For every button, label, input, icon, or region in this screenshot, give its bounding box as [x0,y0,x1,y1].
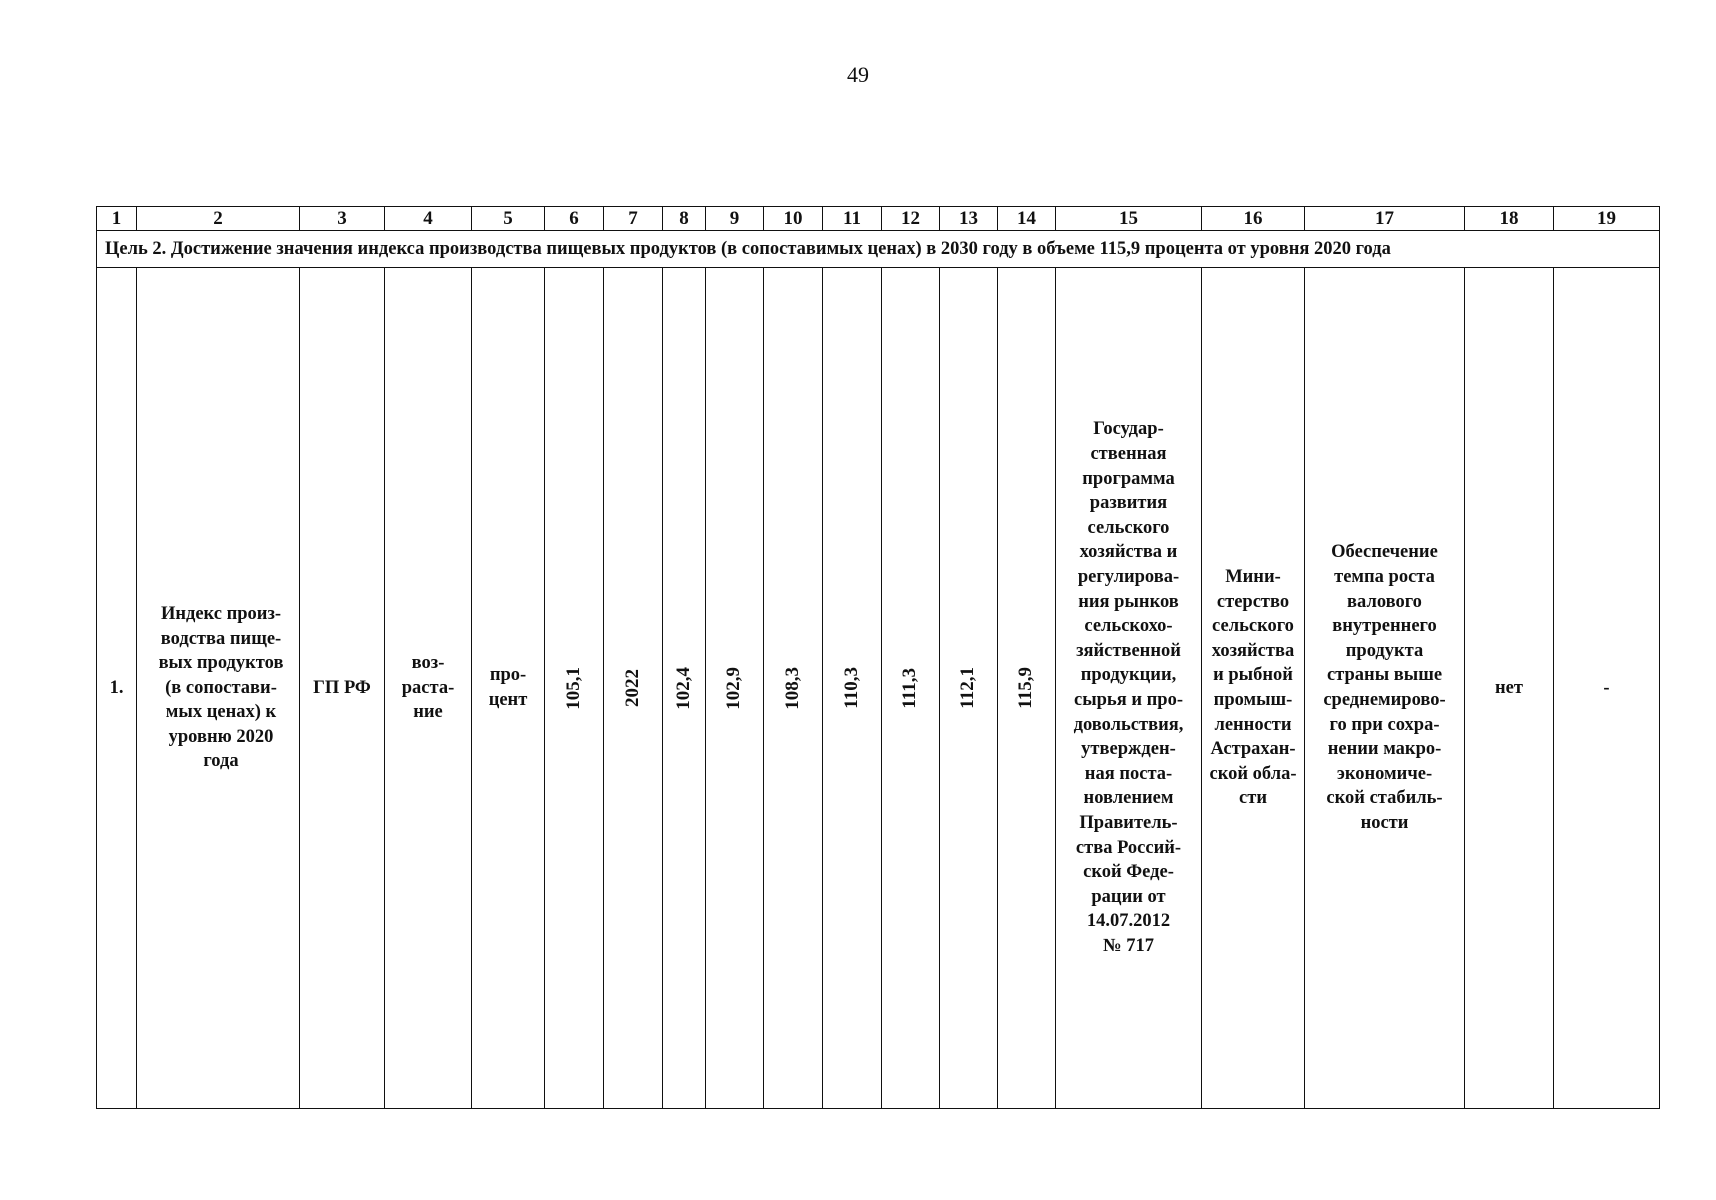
value-2025: 102,9 [723,666,745,710]
column-number: 2 [137,207,300,231]
column-number: 14 [998,207,1056,231]
column-number: 8 [663,207,706,231]
column-number: 19 [1554,207,1660,231]
value-cell [823,268,882,1109]
base-year: 2022 [621,669,643,707]
column-number: 6 [545,207,604,231]
column-number: 15 [1056,207,1202,231]
table-row [97,268,1660,1109]
column-number: 3 [300,207,385,231]
value-2030: 115,9 [1015,667,1037,709]
base-value: 105,1 [562,666,584,710]
link-cell [1305,268,1465,1109]
source-cell [300,268,385,1109]
column-number: 16 [1202,207,1305,231]
goal-text: Цель 2. Достижение значения индекса производства пищевых продуктов (в сопоставимых ценах) в 2030 году в объеме 115,9 процента от уровня 2020 года [97,231,1660,268]
value-cell [940,268,998,1109]
indicator-name: Индекс произ- водства пище- вых продуктов (в сопостави- мых ценах) к уровню 2020 года [158,603,284,772]
value-2027: 110,3 [840,667,862,709]
column-number: 10 [764,207,823,231]
column-number: 17 [1305,207,1465,231]
column-number: 1 [97,207,137,231]
value-cell [998,268,1056,1109]
column-number: 18 [1465,207,1554,231]
note-cell [1554,268,1660,1109]
column-number: 7 [604,207,663,231]
value-2029: 112,1 [957,667,979,709]
value-2026: 108,3 [781,666,803,710]
value-cell [882,268,940,1109]
base-year-cell [604,268,663,1109]
column-number: 11 [823,207,882,231]
column-number-row [97,207,1660,231]
base-value-cell [545,268,604,1109]
value-2028: 111,3 [899,667,921,709]
value-cell [663,268,706,1109]
value-2024: 102,4 [672,666,694,710]
info-system: нет [1495,677,1523,698]
note: - [1603,677,1610,698]
row-number: 1. [97,268,137,1109]
page-number: 49 [847,62,869,87]
link-to-national-goal: Обеспечение темпа роста валового внутреннего продукта страны выше среднемирово- го при сохра- нении макро- экономиче- ской стабиль- ности [1323,542,1446,833]
direction-cell [385,268,472,1109]
indicator-name-cell [137,268,300,1109]
responsible-cell [1202,268,1305,1109]
column-number: 4 [385,207,472,231]
column-number: 9 [706,207,764,231]
unit-cell [472,268,545,1109]
basis-document: Государ- ственная программа развития сельского хозяйства и регулирова- ния рынков сельскохо- зяйственной продукции, сырья и про- довольствия, утвержден- ная поста- новлением Правитель- ства Россий- ской Феде- рации от 14.07.2012 № 717 [1073,419,1184,956]
value-cell [764,268,823,1109]
info-system-cell [1465,268,1554,1109]
column-number: 5 [472,207,545,231]
value-cell [706,268,764,1109]
goal-row [97,231,1660,268]
column-number: 13 [940,207,998,231]
document-cell [1056,268,1202,1109]
responsible-authority: Мини- стерство сельского хозяйства и рыбной промыш- ленности Астрахан- ской обла- сти [1209,567,1297,809]
indicator-direction: воз- раста- ние [401,653,455,723]
indicator-unit: про- цент [488,665,528,710]
goal-indicator-table [96,206,1660,1109]
column-number: 12 [882,207,940,231]
indicator-source: ГП РФ [313,677,371,698]
